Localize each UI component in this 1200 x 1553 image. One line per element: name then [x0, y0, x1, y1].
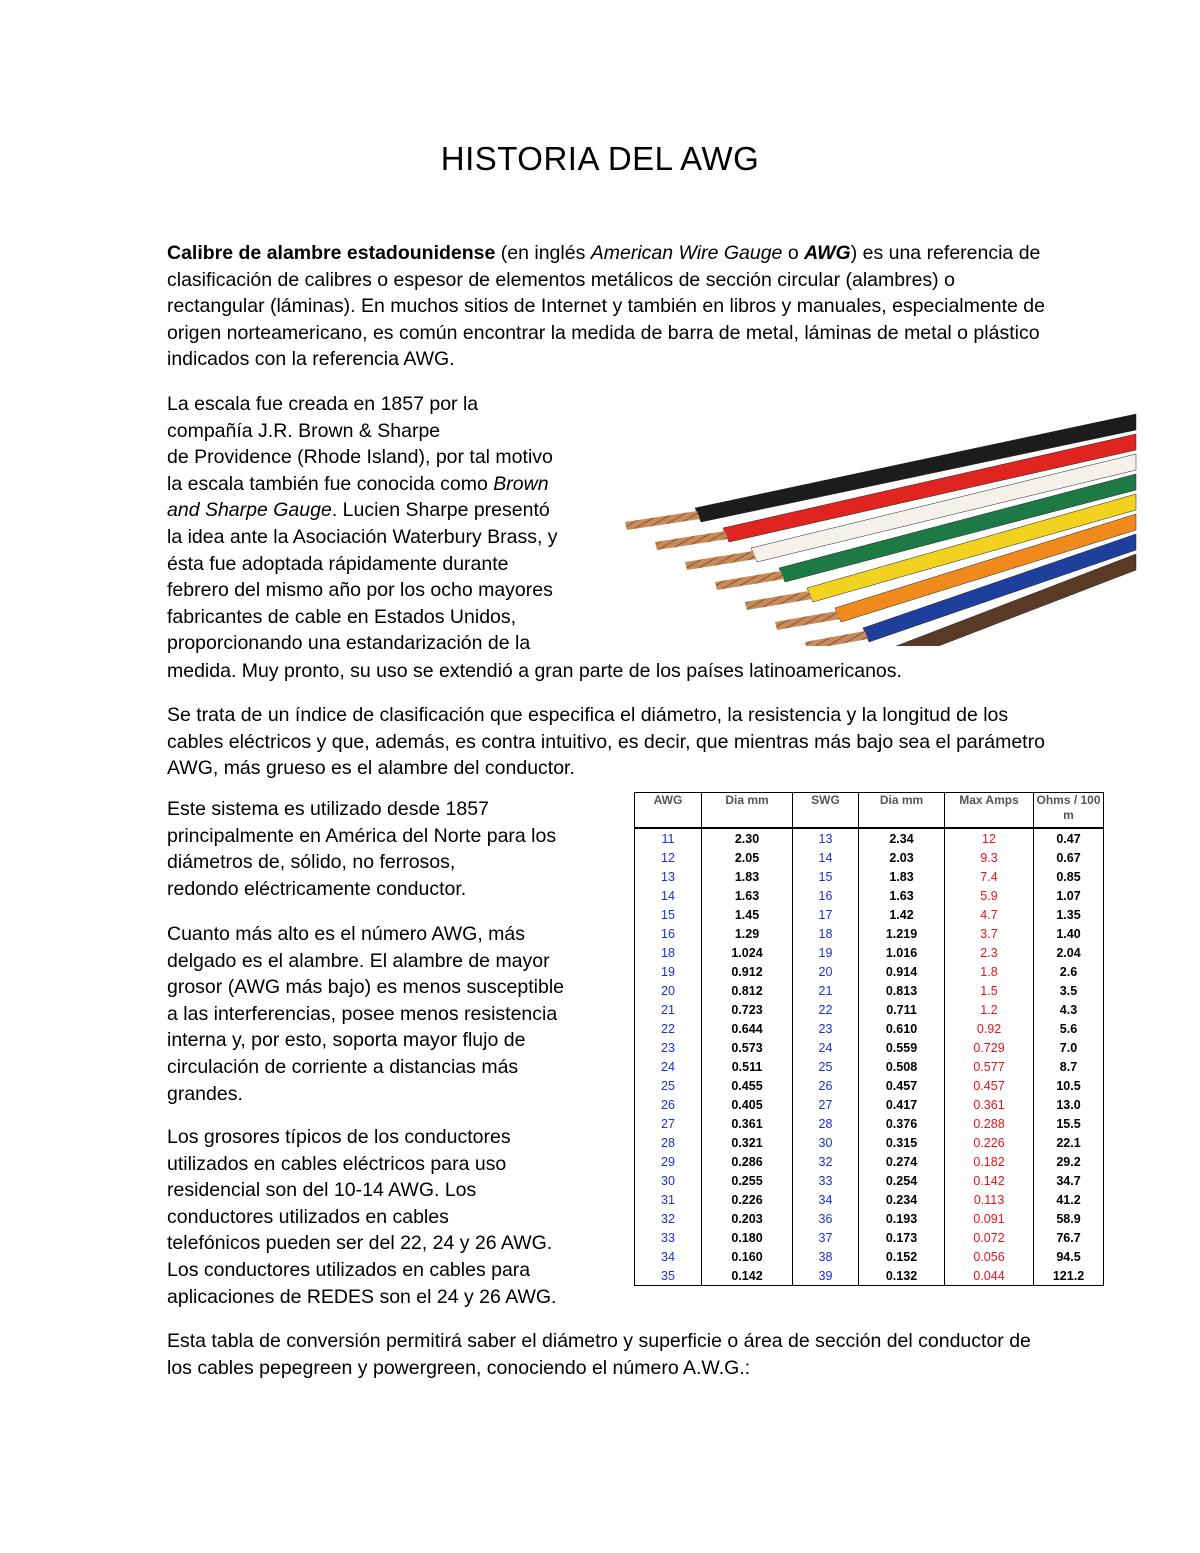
swg-cell: 14	[793, 848, 859, 867]
max-amps-cell: 0.142	[945, 1171, 1034, 1190]
bold-italic-term: AWG	[804, 242, 851, 264]
text-line: Los conductores utilizados en cables para	[167, 1258, 531, 1281]
table-row	[635, 1152, 1104, 1171]
dia-mm-swg-cell: 0.610	[859, 1019, 945, 1038]
paragraph-definition	[167, 240, 1047, 373]
copper-strand	[775, 611, 840, 630]
awg-cell: 30	[635, 1171, 702, 1190]
awg-cell: 34	[635, 1247, 702, 1266]
table-row	[635, 1057, 1104, 1076]
ohms-cell: 94.5	[1034, 1247, 1104, 1266]
awg-cell: 22	[635, 1019, 702, 1038]
swg-cell: 20	[793, 962, 859, 981]
swg-cell: 33	[793, 1171, 859, 1190]
ohms-cell: 0.67	[1034, 848, 1104, 867]
dia-mm-cell: 1.29	[702, 924, 793, 943]
table-row	[635, 1000, 1104, 1019]
dia-mm-cell: 0.180	[702, 1228, 793, 1247]
table-row	[635, 1171, 1104, 1190]
max-amps-cell: 1.8	[945, 962, 1034, 981]
dia-mm-cell: 0.226	[702, 1190, 793, 1209]
header-dia-mm: Dia mm	[702, 793, 793, 829]
dia-mm-cell: 0.255	[702, 1171, 793, 1190]
max-amps-cell: 0.113	[945, 1190, 1034, 1209]
table-body	[635, 828, 1104, 1286]
dia-mm-swg-cell: 1.83	[859, 867, 945, 886]
dia-mm-cell: 0.286	[702, 1152, 793, 1171]
italic-term: Brown	[493, 472, 549, 495]
awg-cell: 15	[635, 905, 702, 924]
max-amps-cell: 2.3	[945, 943, 1034, 962]
awg-cell: 27	[635, 1114, 702, 1133]
max-amps-cell: 1.5	[945, 981, 1034, 1000]
awg-cell: 16	[635, 924, 702, 943]
table-row	[635, 1247, 1104, 1266]
max-amps-cell: 0.056	[945, 1247, 1034, 1266]
max-amps-cell: 4.7	[945, 905, 1034, 924]
text-line: la idea ante la Asociación Waterbury Brass, y	[167, 525, 558, 548]
awg-cell: 13	[635, 867, 702, 886]
text-run: ) es una referencia de clasificación de calibres o espesor de elementos metálicos de sección circular (alambres) o rectangular (láminas). En muchos sitios de Internet y también en libros y manuales, especialmente de origen norteamericano, es común encontrar la medida de barra de metal, láminas de metal o plástico indicados con la referencia AWG.	[167, 242, 1045, 371]
max-amps-cell: 9.3	[945, 848, 1034, 867]
ohms-cell: 58.9	[1034, 1209, 1104, 1228]
awg-conversion-table	[634, 792, 1104, 1286]
swg-cell: 24	[793, 1038, 859, 1057]
text-line: conductores utilizados en cables	[167, 1205, 449, 1228]
colored-cables-image	[620, 398, 1140, 646]
paragraph-history-tail: medida. Muy pronto, su uso se extendió a gran parte de los países latinoamericanos.	[167, 660, 902, 682]
max-amps-cell: 12	[945, 828, 1034, 848]
dia-mm-cell: 0.723	[702, 1000, 793, 1019]
awg-cell: 14	[635, 886, 702, 905]
dia-mm-cell: 1.63	[702, 886, 793, 905]
dia-mm-swg-cell: 0.152	[859, 1247, 945, 1266]
header-max-amps: Max Amps	[945, 793, 1034, 829]
table-row	[635, 1114, 1104, 1133]
table-row	[635, 886, 1104, 905]
dia-mm-swg-cell: 1.63	[859, 886, 945, 905]
table-row	[635, 1228, 1104, 1247]
dia-mm-cell: 0.912	[702, 962, 793, 981]
dia-mm-cell: 0.160	[702, 1247, 793, 1266]
text-line: redondo eléctricamente conductor.	[167, 877, 467, 900]
copper-strand	[655, 531, 728, 550]
table-row	[635, 905, 1104, 924]
dia-mm-cell: 0.511	[702, 1057, 793, 1076]
text-line: diámetros de, sólido, no ferrosos,	[167, 851, 456, 874]
dia-mm-cell: 0.321	[702, 1133, 793, 1152]
swg-cell: 17	[793, 905, 859, 924]
ohms-cell: 4.3	[1034, 1000, 1104, 1019]
max-amps-cell: 0.577	[945, 1057, 1034, 1076]
dia-mm-swg-cell: 0.457	[859, 1076, 945, 1095]
header-dia-mm-swg: Dia mm	[859, 793, 945, 829]
max-amps-cell: 5.9	[945, 886, 1034, 905]
swg-cell: 36	[793, 1209, 859, 1228]
awg-cell: 11	[635, 828, 702, 848]
dia-mm-cell: 0.405	[702, 1095, 793, 1114]
ohms-cell: 22.1	[1034, 1133, 1104, 1152]
awg-cell: 33	[635, 1228, 702, 1247]
text-line: La escala fue creada en 1857 por la	[167, 393, 479, 415]
text-line	[167, 497, 627, 524]
dia-mm-swg-cell: 1.016	[859, 943, 945, 962]
dia-mm-cell: 1.024	[702, 943, 793, 962]
dia-mm-swg-cell: 0.508	[859, 1057, 945, 1076]
table-row	[635, 1076, 1104, 1095]
table-row	[635, 1019, 1104, 1038]
text-line: aplicaciones de REDES son el 24 y 26 AWG.	[167, 1285, 557, 1308]
max-amps-cell: 0.182	[945, 1152, 1034, 1171]
text-line: a las interferencias, posee menos resistencia	[167, 1002, 558, 1025]
dia-mm-swg-cell: 0.274	[859, 1152, 945, 1171]
ohms-cell: 8.7	[1034, 1057, 1104, 1076]
table-row	[635, 962, 1104, 981]
dia-mm-cell: 0.812	[702, 981, 793, 1000]
max-amps-cell: 3.7	[945, 924, 1034, 943]
text-line: circulación de corriente a distancias más	[167, 1055, 519, 1078]
text-line: delgado es el alambre. El alambre de mayor	[167, 949, 550, 972]
copper-strand	[625, 511, 700, 530]
ohms-cell: 13.0	[1034, 1095, 1104, 1114]
dia-mm-swg-cell: 0.193	[859, 1209, 945, 1228]
swg-cell: 34	[793, 1190, 859, 1209]
swg-cell: 32	[793, 1152, 859, 1171]
text-line: ésta fue adoptada rápidamente durante	[167, 552, 509, 575]
text-line: proporcionando una estandarización de la	[167, 632, 531, 655]
dia-mm-swg-cell: 2.03	[859, 848, 945, 867]
max-amps-cell: 0.729	[945, 1038, 1034, 1057]
ohms-cell: 5.6	[1034, 1019, 1104, 1038]
header-ohms: Ohms / 100 m	[1034, 793, 1104, 829]
text-line	[167, 471, 627, 498]
awg-cell: 32	[635, 1209, 702, 1228]
awg-cell: 26	[635, 1095, 702, 1114]
table-row	[635, 1133, 1104, 1152]
dia-mm-swg-cell: 0.234	[859, 1190, 945, 1209]
text-run: o	[782, 242, 805, 264]
paragraph-index: Se trata de un índice de clasificación que especifica el diámetro, la resistencia y la longitud de los cables eléctricos y que, además, es contra intuitivo, es decir, que mientras más bajo sea el parámetro AWG, más grueso es el alambre del conductor.	[167, 704, 1045, 780]
table-row	[635, 981, 1104, 1000]
text-line: de Providence (Rhode Island), por tal motivo	[167, 446, 553, 469]
max-amps-cell: 0.072	[945, 1228, 1034, 1247]
table-row	[635, 1038, 1104, 1057]
ohms-cell: 10.5	[1034, 1076, 1104, 1095]
swg-cell: 39	[793, 1266, 859, 1286]
swg-cell: 16	[793, 886, 859, 905]
awg-cell: 18	[635, 943, 702, 962]
table-row	[635, 828, 1104, 848]
awg-cell: 19	[635, 962, 702, 981]
dia-mm-swg-cell: 1.219	[859, 924, 945, 943]
awg-cell: 23	[635, 1038, 702, 1057]
header-awg: AWG	[635, 793, 702, 829]
swg-cell: 21	[793, 981, 859, 1000]
swg-cell: 15	[793, 867, 859, 886]
dia-mm-swg-cell: 0.132	[859, 1266, 945, 1286]
dia-mm-swg-cell: 0.417	[859, 1095, 945, 1114]
table-row	[635, 1095, 1104, 1114]
dia-mm-swg-cell: 0.914	[859, 962, 945, 981]
text-line: Este sistema es utilizado desde 1857	[167, 798, 489, 820]
dia-mm-swg-cell: 0.813	[859, 981, 945, 1000]
max-amps-cell: 7.4	[945, 867, 1034, 886]
table-row	[635, 924, 1104, 943]
awg-cell: 31	[635, 1190, 702, 1209]
ohms-cell: 0.47	[1034, 828, 1104, 848]
ohms-cell: 7.0	[1034, 1038, 1104, 1057]
ohms-cell: 34.7	[1034, 1171, 1104, 1190]
ohms-cell: 76.7	[1034, 1228, 1104, 1247]
bold-term: Calibre de alambre estadounidense	[167, 242, 496, 264]
max-amps-cell: 0.92	[945, 1019, 1034, 1038]
ohms-cell: 29.2	[1034, 1152, 1104, 1171]
dia-mm-swg-cell: 0.711	[859, 1000, 945, 1019]
max-amps-cell: 0.091	[945, 1209, 1034, 1228]
italic-term: American Wire Gauge	[590, 242, 783, 264]
dia-mm-cell: 0.142	[702, 1266, 793, 1286]
swg-cell: 28	[793, 1114, 859, 1133]
swg-cell: 25	[793, 1057, 859, 1076]
text-run: (en inglés	[495, 242, 591, 264]
dia-mm-swg-cell: 1.42	[859, 905, 945, 924]
max-amps-cell: 0.288	[945, 1114, 1034, 1133]
dia-mm-swg-cell: 0.173	[859, 1228, 945, 1247]
ohms-cell: 121.2	[1034, 1266, 1104, 1286]
text-line: principalmente en América del Norte para los	[167, 824, 557, 847]
text-line: compañía J.R. Brown & Sharpe	[167, 419, 441, 442]
table-row	[635, 867, 1104, 886]
max-amps-cell: 0.044	[945, 1266, 1034, 1286]
dia-mm-cell: 0.361	[702, 1114, 793, 1133]
swg-cell: 18	[793, 924, 859, 943]
swg-cell: 22	[793, 1000, 859, 1019]
swg-cell: 19	[793, 943, 859, 962]
dia-mm-swg-cell: 0.315	[859, 1133, 945, 1152]
text-line: Cuanto más alto es el número AWG, más	[167, 923, 526, 945]
table-row	[635, 1209, 1104, 1228]
awg-cell: 25	[635, 1076, 702, 1095]
awg-cell: 35	[635, 1266, 702, 1286]
dia-mm-swg-cell: 0.559	[859, 1038, 945, 1057]
max-amps-cell: 0.457	[945, 1076, 1034, 1095]
table-row	[635, 1190, 1104, 1209]
dia-mm-cell: 0.644	[702, 1019, 793, 1038]
dia-mm-swg-cell: 0.254	[859, 1171, 945, 1190]
awg-cell: 21	[635, 1000, 702, 1019]
awg-cell: 20	[635, 981, 702, 1000]
italic-term: and Sharpe Gauge	[167, 499, 332, 522]
text-line: residencial son del 10-14 AWG. Los	[167, 1179, 477, 1202]
text-line: grosor (AWG más bajo) es menos susceptible	[167, 976, 565, 999]
page-title: HISTORIA DEL AWG	[440, 140, 760, 177]
swg-cell: 27	[793, 1095, 859, 1114]
ohms-cell: 15.5	[1034, 1114, 1104, 1133]
ohms-cell: 3.5	[1034, 981, 1104, 1000]
dia-mm-cell: 0.573	[702, 1038, 793, 1057]
copper-strand	[685, 551, 756, 570]
swg-cell: 38	[793, 1247, 859, 1266]
swg-cell: 23	[793, 1019, 859, 1038]
awg-cell: 12	[635, 848, 702, 867]
text-line: interna y, por esto, soporta mayor flujo de	[167, 1029, 526, 1052]
copper-strand	[805, 631, 868, 646]
dia-mm-swg-cell: 0.376	[859, 1114, 945, 1133]
awg-cell: 24	[635, 1057, 702, 1076]
copper-strand	[745, 591, 812, 610]
table-row	[635, 943, 1104, 962]
paragraph-history	[167, 391, 627, 657]
paragraph-conversion: Esta tabla de conversión permitirá saber el diámetro y superficie o área de sección del conductor de los cables pepegreen y powergreen, conociendo el número A.W.G.:	[167, 1330, 1031, 1379]
dia-mm-cell: 0.203	[702, 1209, 793, 1228]
cable-bundle	[625, 414, 1136, 646]
paragraph-typical	[167, 1124, 617, 1310]
dia-mm-cell: 1.83	[702, 867, 793, 886]
text-line: grandes.	[167, 1082, 243, 1105]
text-line: fabricantes de cable en Estados Unidos,	[167, 605, 517, 628]
dia-mm-cell: 2.05	[702, 848, 793, 867]
text-line: telefónicos pueden ser del 22, 24 y 26 AWG.	[167, 1232, 553, 1255]
dia-mm-cell: 0.455	[702, 1076, 793, 1095]
max-amps-cell: 0.361	[945, 1095, 1034, 1114]
ohms-cell: 1.35	[1034, 905, 1104, 924]
text-run: . Lucien Sharpe presentó	[331, 499, 550, 522]
awg-cell: 29	[635, 1152, 702, 1171]
text-line: febrero del mismo año por los ocho mayores	[167, 579, 553, 602]
awg-cell: 28	[635, 1133, 702, 1152]
swg-cell: 37	[793, 1228, 859, 1247]
dia-mm-swg-cell: 2.34	[859, 828, 945, 848]
paragraph-gauge	[167, 921, 612, 1107]
ohms-cell: 2.04	[1034, 943, 1104, 962]
dia-mm-cell: 1.45	[702, 905, 793, 924]
ohms-cell: 41.2	[1034, 1190, 1104, 1209]
ohms-cell: 1.40	[1034, 924, 1104, 943]
text-line: Los grosores típicos de los conductores	[167, 1126, 511, 1148]
table-row	[635, 1266, 1104, 1286]
ohms-cell: 1.07	[1034, 886, 1104, 905]
swg-cell: 30	[793, 1133, 859, 1152]
dia-mm-cell: 2.30	[702, 828, 793, 848]
ohms-cell: 0.85	[1034, 867, 1104, 886]
text-run: la escala también fue conocida como	[167, 472, 494, 495]
text-line: utilizados en cables eléctricos para uso	[167, 1152, 507, 1175]
table-row	[635, 848, 1104, 867]
paragraph-system	[167, 796, 612, 902]
copper-strand	[715, 571, 784, 590]
swg-cell: 26	[793, 1076, 859, 1095]
max-amps-cell: 0.226	[945, 1133, 1034, 1152]
max-amps-cell: 1.2	[945, 1000, 1034, 1019]
swg-cell: 13	[793, 828, 859, 848]
header-swg: SWG	[793, 793, 859, 829]
ohms-cell: 2.6	[1034, 962, 1104, 981]
table-header-row	[635, 793, 1104, 829]
